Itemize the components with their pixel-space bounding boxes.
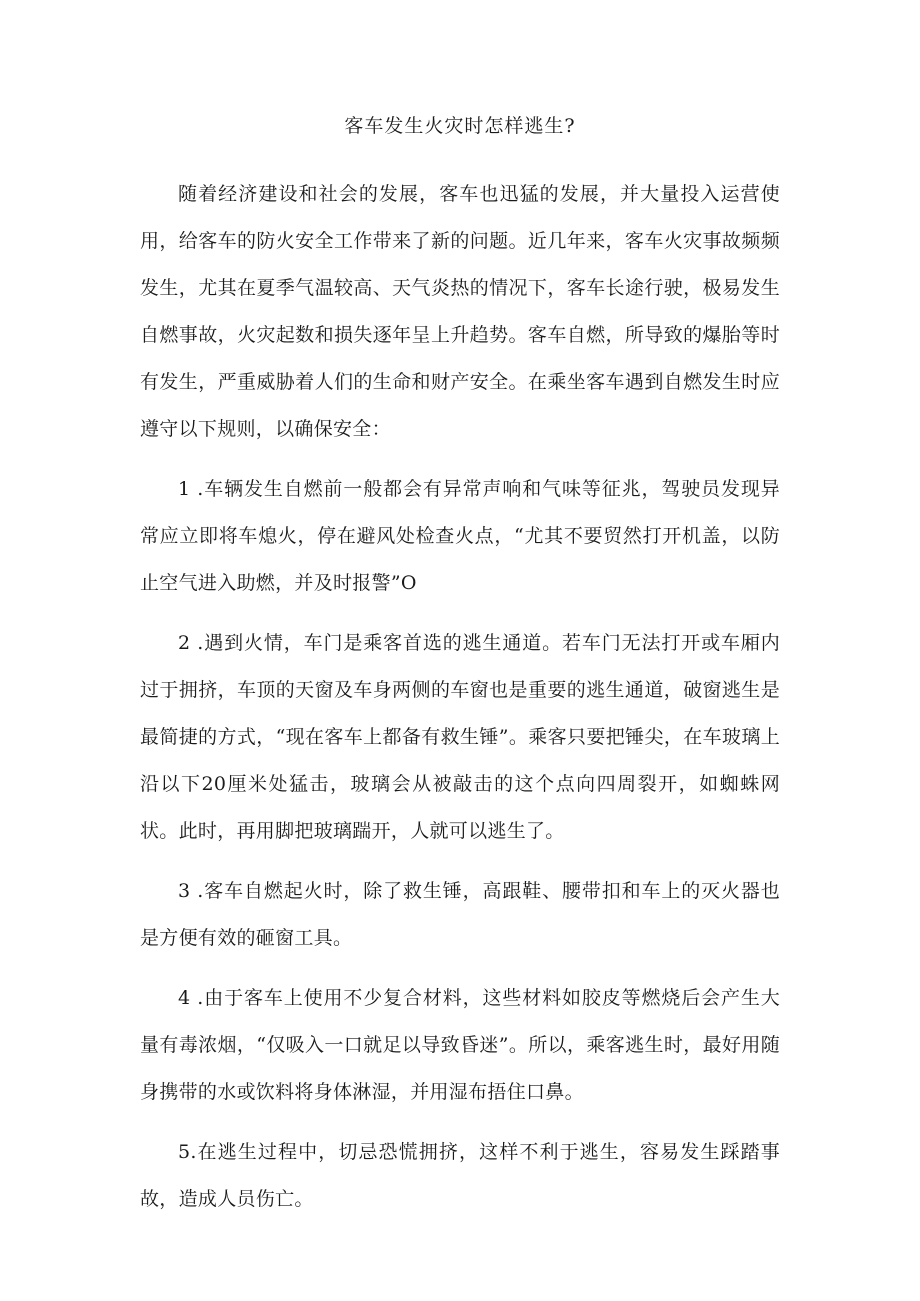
document-page: [140, 110, 780, 1236]
rule-paragraph-5: 5.在逃生过程中，切忌恐慌拥挤，这样不利于逃生，容易发生踩踏事故，造成人员伤亡。: [140, 1141, 780, 1210]
document-title: 客车发生火灾时怎样逃生?: [344, 115, 576, 137]
rule-paragraph-4: 4 .由于客车上使用不少复合材料，这些材料如胶皮等燃烧后会产生大量有毒浓烟，“仅吸入一口就足以导致昏迷”。所以，乘客逃生时，最好用随身携带的水或饮料将身体淋湿，并用湿布捂住口鼻。: [140, 987, 780, 1103]
rule-paragraph-1: 1 .车辆发生自燃前一般都会有异常声响和气味等征兆，驾驶员发现异常应立即将车熄火，停在避风处检查火点，“尤其不要贸然打开机盖，以防止空气进入助燃，并及时报警”O: [140, 478, 780, 594]
intro-paragraph: 随着经济建设和社会的发展，客车也迅猛的发展，并大量投入运营使用，给客车的防火安全工作带来了新的问题。近几年来，客车火灾事故频频发生，尤其在夏季气温较高、天气炎热的情况下，客车长途行驶，极易发生自燃事故，火灾起数和损失逐年呈上升趋势。客车自燃，所导致的爆胎等时有发生，严重威胁着人们的生命和财产安全。在乘坐客车遇到自燃发生时应遵守以下规则，以确保安全：: [140, 183, 780, 440]
rule-paragraph-2: 2 .遇到火情，车门是乘客首选的逃生通道。若车门无法打开或车厢内过于拥挤，车顶的天窗及车身两侧的车窗也是重要的逃生通道，破窗逃生是最简捷的方式，“现在客车上都备有救生锤”。乘客只要把锤尖，在车玻璃上沿以下20厘米处猛击，玻璃会从被敲击的这个点向四周裂开，如蜘蛛网状。此时，再用脚把玻璃踹开，人就可以逃生了。: [140, 632, 780, 842]
rule-paragraph-3: 3 .客车自燃起火时，除了救生锤，高跟鞋、腰带扣和车上的灭火器也是方便有效的砸窗工具。: [140, 880, 780, 949]
